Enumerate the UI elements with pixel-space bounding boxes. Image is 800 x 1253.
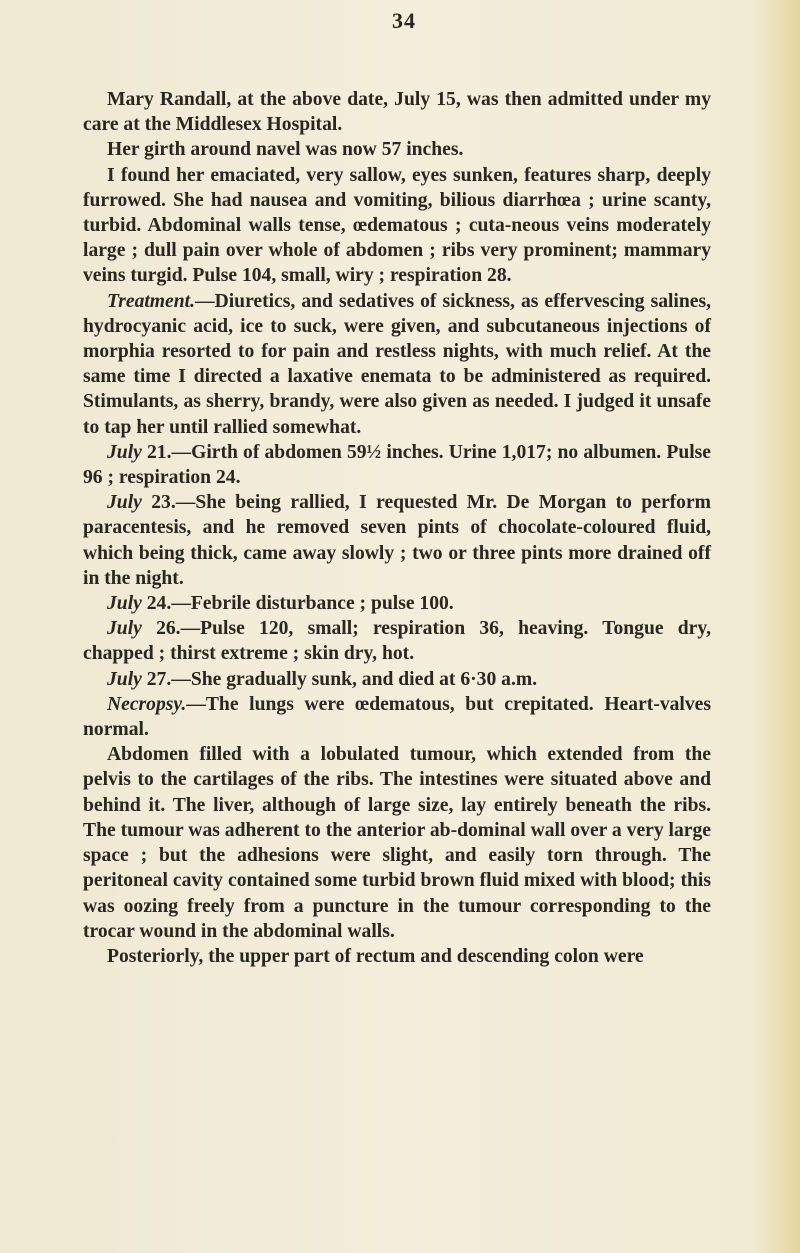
paragraph-lead: July	[107, 668, 142, 690]
paragraph-examination	[83, 163, 711, 289]
paragraph-july-24	[83, 591, 711, 616]
paragraph-admission	[83, 87, 711, 137]
paragraph-text: Abdomen filled with a lobulated tumour, which extended from the pelvis to the cartilages of the ribs. The intestines were situated above and behind it. The liver, although of large size, lay entirely beneath the ribs. The tumour was adherent to the anterior ab-dominal wall over a very large space ; but the adhesions were slight, and easily torn through. The peritoneal cavity contained some turbid brown fluid mixed with blood; this was oozing freely from a puncture in the tumour corresponding to the trocar wound in the abdominal walls.	[83, 744, 711, 942]
paragraph-text: 24.—Febrile disturbance ; pulse 100.	[141, 593, 454, 615]
body-text	[83, 87, 711, 969]
paragraph-lead: Treatment.	[107, 290, 195, 312]
paragraph-text: —Diuretics, and sedatives of sickness, as effervescing salines, hydrocyanic acid, ice to suck, were given, and subcutaneous injections of morphia resorted to for pain and restless nights, with much relief. At the same time I directed a laxative enemata to be administered as required. Stimulants, as sherry, brandy, were also given as needed. I judged it unsafe to tap her until rallied somewhat.	[83, 290, 711, 438]
paragraph-lead: July	[107, 618, 142, 640]
paragraph-lead: July	[107, 441, 142, 463]
paragraph-text: 27.—She gradually sunk, and died at 6·30 a.m.	[141, 668, 538, 690]
paragraph-july-23	[83, 490, 711, 591]
paragraph-july-21	[83, 440, 711, 490]
paragraph-lead: July	[107, 492, 142, 514]
paragraph-july-27	[83, 667, 711, 692]
paragraph-abdomen	[83, 742, 711, 944]
paragraph-text: Posteriorly, the upper part of rectum and descending colon were	[107, 945, 644, 967]
page-number: 34	[392, 8, 416, 33]
paragraph-treatment	[83, 289, 711, 440]
paragraph-july-26	[83, 616, 711, 666]
paragraph-text: Her girth around navel was now 57 inches.	[107, 139, 464, 161]
paragraph-lead: July	[107, 593, 142, 615]
paragraph-text: —The lungs were œdematous, but crepitated. Heart-valves normal.	[83, 693, 711, 741]
paragraph-lead: Necropsy.	[107, 693, 187, 715]
paragraph-posteriorly	[83, 944, 711, 969]
paragraph-girth	[83, 137, 711, 162]
paragraph-text: Mary Randall, at the above date, July 15, was then admitted under my care at the Middlesex Hospital.	[83, 89, 711, 136]
paragraph-necropsy	[83, 692, 711, 742]
paragraph-text: 23.—She being rallied, I requested Mr. De Morgan to perform paracentesis, and he removed seven pints of chocolate-coloured fluid, which being thick, came away slowly ; two or three pints more drained off in the night.	[83, 492, 711, 589]
paragraph-text: 26.—Pulse 120, small; respiration 36, heaving. Tongue dry, chapped ; thirst extreme ; skin dry, hot.	[83, 618, 711, 665]
paragraph-text: I found her emaciated, very sallow, eyes sunken, features sharp, deeply furrowed. She had nausea and vomiting, bilious diarrhœa ; urine scanty, turbid. Abdominal walls tense, œdematous ; cuta-neous veins moderately large ; dull pain over whole of abdomen ; ribs very prominent; mammary veins turgid. Pulse 104, small, wiry ; respiration 28.	[83, 164, 711, 287]
paragraph-text: 21.—Girth of abdomen 59½ inches. Urine 1,017; no albumen. Pulse 96 ; respiration 24.	[83, 441, 711, 489]
